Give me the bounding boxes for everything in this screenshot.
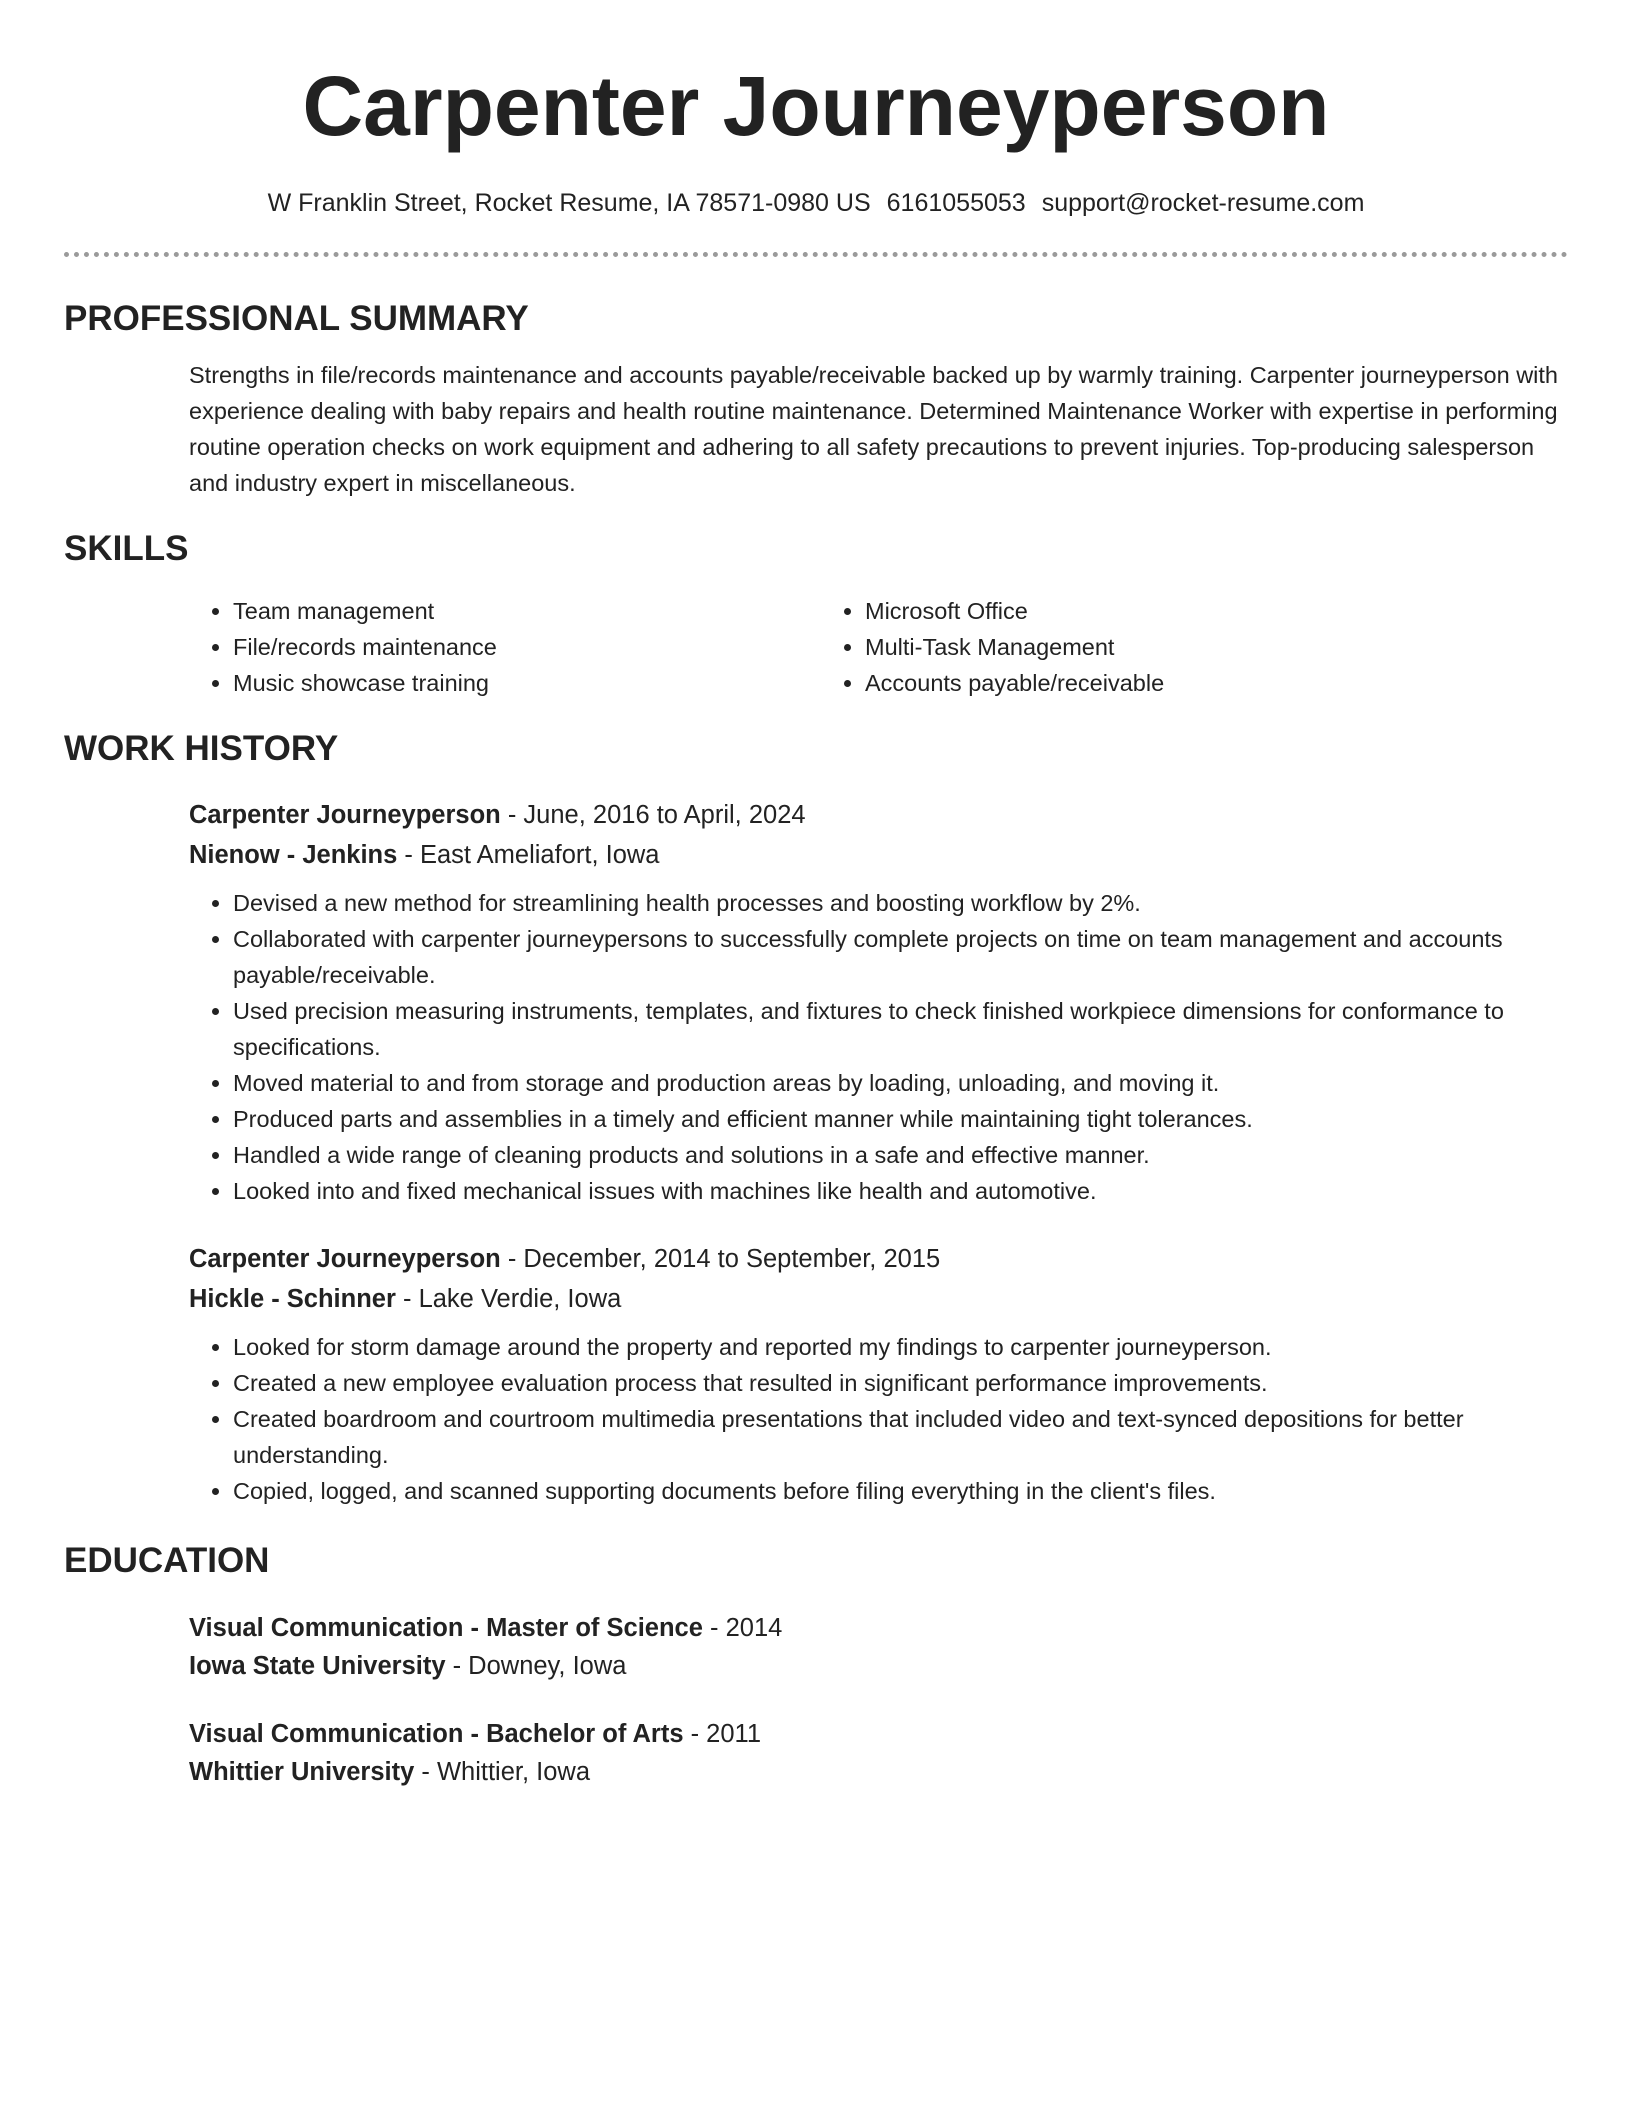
job-bullet: • Handled a wide range of cleaning products and solutions in a safe and effective manner. [233, 1137, 1568, 1173]
job-bullets [189, 885, 1568, 1209]
education-degree-line [189, 1609, 1568, 1647]
header-divider [64, 252, 1568, 257]
skills-list [189, 593, 1568, 701]
education-year: - 2011 [683, 1720, 761, 1748]
job-bullet: • Devised a new method for streamlining health processes and boosting workflow by 2%. [233, 885, 1568, 921]
contact-email: support@rocket-resume.com [1041, 189, 1365, 217]
job-company: Hickle - Schinner [189, 1285, 396, 1313]
skill-item: • Multi-Task Management [865, 629, 1164, 665]
job-entry [189, 795, 1568, 1209]
job-bullet: • Created a new employee evaluation process that resulted in significant performance improvements. [233, 1365, 1568, 1401]
education-year: - 2014 [702, 1614, 783, 1642]
job-title-line [189, 1239, 1568, 1279]
summary-heading: PROFESSIONAL SUMMARY [64, 299, 529, 338]
summary-text: Strengths in file/records maintenance and accounts payable/receivable backed up by warmly training. Carpenter journeyperson with experience dealing with baby repairs and health routine maintenance. Determined Maintenance Worker with expertise in performing routine operation checks on work equipment and adhering to all safety precautions to prevent injuries. Top-producing salesperson and industry expert in miscellaneous. [189, 362, 1558, 496]
education-school-line [189, 1647, 1568, 1685]
job-bullet: • Used precision measuring instruments, templates, and fixtures to check finished workpiece dimensions for conformance to specifications. [233, 993, 1568, 1065]
education-school: Iowa State University [189, 1652, 446, 1680]
contact-address: W Franklin Street, Rocket Resume, IA 78571-0980 US [267, 189, 871, 217]
job-bullet: • Copied, logged, and scanned supporting documents before filing everything in the client's files. [233, 1473, 1568, 1509]
education-school-line [189, 1753, 1568, 1791]
education-entry [189, 1715, 1568, 1791]
job-bullets [189, 1329, 1568, 1509]
job-dates: - June, 2016 to April, 2024 [500, 801, 806, 829]
job-location: - East Ameliafort, Iowa [397, 841, 660, 869]
job-bullet: • Looked for storm damage around the property and reported my findings to carpenter journeyperson. [233, 1329, 1568, 1365]
job-role: Carpenter Journeyperson [189, 1245, 501, 1273]
education-degree: Visual Communication - Master of Science [189, 1614, 703, 1642]
job-bullet: • Looked into and fixed mechanical issues with machines like health and automotive. [233, 1173, 1568, 1209]
contact-phone: 6161055053 [886, 189, 1026, 217]
job-bullet: • Moved material to and from storage and production areas by loading, unloading, and moving it. [233, 1065, 1568, 1101]
job-location: - Lake Verdie, Iowa [395, 1285, 622, 1313]
job-company: Nienow - Jenkins [189, 841, 398, 869]
job-bullet: • Created boardroom and courtroom multimedia presentations that included video and text-synced depositions for better understanding. [233, 1401, 1568, 1473]
education-entry [189, 1609, 1568, 1685]
skill-item: • Team management [233, 593, 821, 629]
contact-line [64, 186, 1568, 220]
job-company-line [189, 1279, 1568, 1319]
education-degree-line [189, 1715, 1568, 1753]
education-location: - Downey, Iowa [445, 1652, 627, 1680]
job-bullet: • Produced parts and assemblies in a timely and efficient manner while maintaining tight tolerances. [233, 1101, 1568, 1137]
education-school: Whittier University [189, 1758, 415, 1786]
education-degree: Visual Communication - Bachelor of Arts [189, 1720, 684, 1748]
job-role: Carpenter Journeyperson [189, 801, 501, 829]
job-company-line [189, 835, 1568, 875]
skills-column-right [821, 593, 1164, 701]
skill-item: • File/records maintenance [233, 629, 821, 665]
skills-column-left [189, 593, 821, 701]
job-entry [189, 1239, 1568, 1509]
job-title-line [189, 795, 1568, 835]
education-heading: EDUCATION [64, 1541, 270, 1580]
job-bullet: • Collaborated with carpenter journeypersons to successfully complete projects on time on team management and accounts payable/receivable. [233, 921, 1568, 993]
candidate-name: Carpenter Journeyperson [302, 59, 1330, 153]
job-dates: - December, 2014 to September, 2015 [500, 1245, 941, 1273]
skill-item: • Accounts payable/receivable [865, 665, 1164, 701]
education-location: - Whittier, Iowa [414, 1758, 591, 1786]
skills-heading: SKILLS [64, 529, 189, 568]
skill-item: • Microsoft Office [865, 593, 1164, 629]
skill-item: • Music showcase training [233, 665, 821, 701]
work-history-heading: WORK HISTORY [64, 729, 339, 768]
